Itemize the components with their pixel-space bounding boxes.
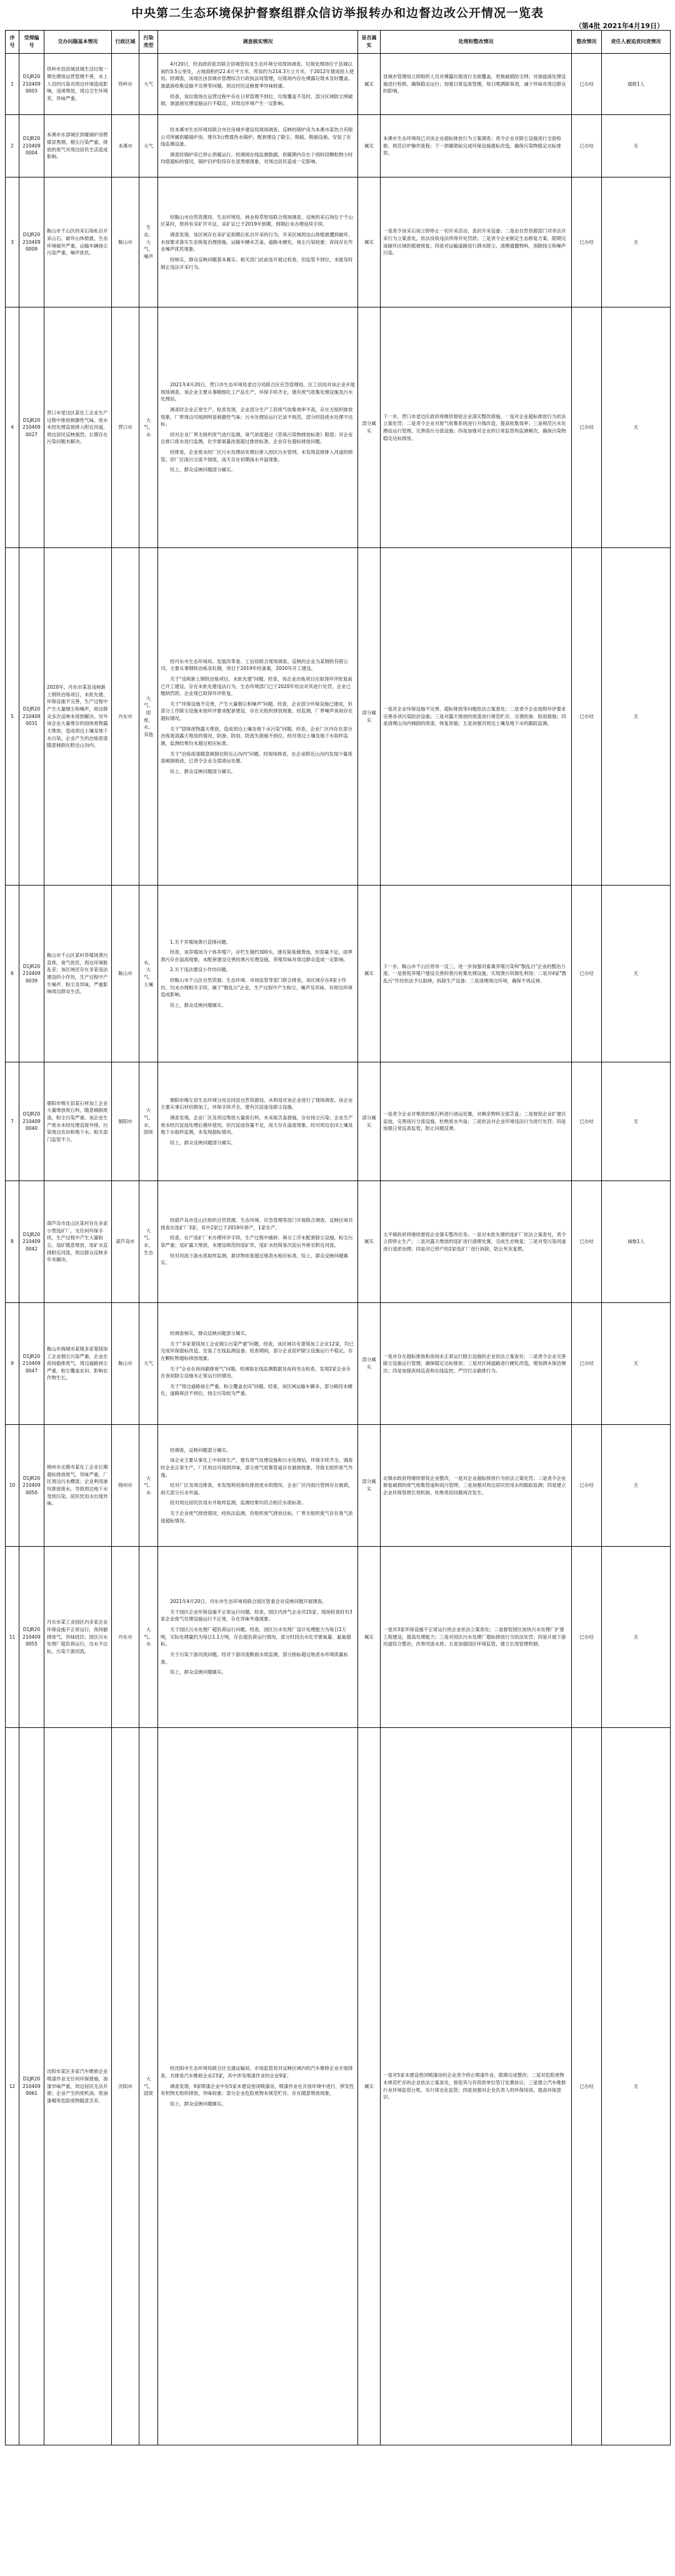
finding-paragraph: 经核实，群众反映问题基本属实。相关部门此前虽开展过检查，但监管不到位，未能及时制止违法开采行为。 xyxy=(161,256,353,270)
table-body xyxy=(6,54,671,2445)
cell-area: 营口市 xyxy=(112,307,139,548)
cell-finding xyxy=(158,115,358,177)
finding-paragraph: 经沈阳市生态环境局联合区交通运输局、市场监管局对反映区域内的汽车维修企业开展排查，共排查汽车维修企业23家，其中涉及喷漆作业的企业9家。 xyxy=(161,2065,353,2079)
finding-paragraph: 关于园区企业环保设施不正常运行问题。经查，园区内涉气企业共15家，现场检查时有3家企业废气处理设施运行不正常，存在异味外逸现象。 xyxy=(161,1609,352,1622)
cell-status: 已办结 xyxy=(572,1181,602,1303)
finding-paragraph: 综上，群众反映问题属实。 xyxy=(170,1002,226,1008)
cell-status: 已办结 xyxy=(572,1062,602,1181)
cell-type: 大气、水 xyxy=(139,1547,158,1728)
cell-truth: 部分属实 xyxy=(358,1425,381,1547)
finding-paragraph: 综上，群众反映问题属实。 xyxy=(170,2100,226,2107)
table-row xyxy=(6,1303,671,1425)
table-row xyxy=(6,177,671,307)
finding-paragraph: 2021年4月20日，营口市生态环境局老边分局联合区应急管理局、区工信局对该企业开展现场调查。该企业主要从事精细化工产品生产，环保手续齐全，建有废气收集处理设施及污水处理站。 xyxy=(161,382,355,402)
cell-id: D1JR202104090004 xyxy=(19,115,44,177)
header-type: 污染类型 xyxy=(139,31,158,54)
finding-paragraph: 经查，该养殖场为个体养殖户，存栏生猪约300头，建有简易储粪池，但容量不足，雨季粪污存在溢流现象，未配套建设完善的粪污处理设施，养殖异味对周边群众造成一定影响。 xyxy=(161,949,352,962)
cell-account: 无 xyxy=(602,1547,671,1728)
cell-issue: 朝阳市喀左县某石材加工企业大量堆放废石料，随意倾倒废渣，粉尘污染严重。该企业生产废水未经处理直接外排，污染周边农田和地下水。相关部门监管不力。 xyxy=(44,1062,112,1181)
table-row xyxy=(6,1181,671,1303)
cell-truth: 属实 xyxy=(358,115,381,177)
cell-account: 无 xyxy=(602,1062,671,1181)
cell-id: D1JR202104090040 xyxy=(19,1062,44,1181)
finding-paragraph: 2.关于违法建设小作坊问题。 xyxy=(170,967,231,973)
cell-handling: 一是对企业环保设施不完善、超标排放等问题依法立案查处；二是责令企业按照环评要求完善各项污染防治设施；三是对露天堆放的废渣进行规范贮存，完善防渗、防雨措施；四是清理山沟内倾倒的废渣，恢复原貌；五是加强对周边土壤及地下水的跟踪监测。 xyxy=(381,548,572,886)
cell-account: 无 xyxy=(602,1303,671,1425)
cell-truth: 部分属实 xyxy=(358,548,381,886)
finding-paragraph: 经鞍山市千山区自然资源、生态环境、市场监管等部门联合排查，该区域存在4家小作坊，均未办理相关手续，属于"散乱污"企业，生产过程中产生粉尘、噪声及异味，对周边环境造成影响。 xyxy=(161,977,352,998)
cell-truth: 属实 xyxy=(358,177,381,307)
cell-seq: 12 xyxy=(6,1728,19,2445)
finding-paragraph: 该企业主要从事化工中间体生产，建有废气处理设施和污水处理站，环保手续齐全。调查时企业正常生产，厂区周边可闻到异味，部分废气收集管道存在破损现象，导致无组织废气外逸。 xyxy=(161,1457,353,1478)
cell-issue: 鞍山市千山区的采石场私自开采山石，破坏山体植被，生态环境破坏严重，运输车辆扬尘污染严重，噪声扰民。 xyxy=(44,177,112,307)
cell-finding xyxy=(158,1425,358,1547)
cell-account: 无 xyxy=(602,1425,671,1547)
finding-paragraph: 经查，该垃圾场在运营过程中存在日常管理不到位，垃圾覆盖不及时，部分区域防尘网破损，渗滤液处理设施运行不稳定，对周边环境产生一定影响。 xyxy=(161,93,353,107)
cell-truth: 属实 xyxy=(358,1547,381,1728)
cell-handling: 一是对存在超标排放和夜间未正常运行除尘设施的企业依法立案查处；二是责令企业完善除尘设施运行管理，确保稳定达标排放；三是对区域道路进行硬化改造，增加洒水保洁频次；四是加强夜间巡查和在线监控，严厉打击偷排行为。 xyxy=(381,1303,572,1425)
cell-seq: 11 xyxy=(6,1547,19,1728)
finding-paragraph: 经鞍山市自然资源局、生态环境局、林业和草原局联合现场调查。反映的采石场位于千山区某村，原持有采矿许可证，采矿证已于2019年到期，到期后未办理延续手续。 xyxy=(161,214,353,227)
finding-paragraph: 综上，群众反映问题部分属实。 xyxy=(170,768,236,774)
finding-paragraph: 关于"违规新上钢铁冶炼项目，未批先建"问题。经查，该企业冶炼项目在取得环评批复前已开工建设，存在未批先建违法行为，生态环境部门已于2020年依法对其进行处罚，企业已缴纳罚款。企业现已取得环评批复。 xyxy=(161,676,352,697)
cell-issue: 铁岭市县县城县城生活垃圾一期处理场运营管理不善，未上人员的污染对周边环境造成影响，违规堆放，周边卫生环境差，异味严重。 xyxy=(44,54,112,115)
cell-status: 已办结 xyxy=(572,548,602,886)
cell-truth: 部分属实 xyxy=(358,1062,381,1181)
finding-paragraph: 综上，群众反映问题部分属实。 xyxy=(170,1139,236,1146)
cell-type: 生态、大气、噪声 xyxy=(139,177,158,307)
cell-account: 诫勉1人 xyxy=(602,1181,671,1303)
finding-paragraph: 关于"固体废物露天堆放，造成周边土壤及地下水污染"问题。经查，企业厂区内存在部分冶炼废渣露天堆放的情况，防渗、防雨、防流失措施不到位。经对周边土壤及地下水取样监测，监测结果均未超过相应标准。 xyxy=(161,726,352,746)
cell-id: D1JR202104090055 xyxy=(19,1547,44,1728)
finding-paragraph: 经对河流下游水质取样监测，悬浮物浓度超过地表水相应标准。综上，群众反映问题属实。 xyxy=(161,1252,348,1266)
cell-issue: 葫芦岛市连山区某村存在多家小型选矿厂，无任何环保手续，生产过程中产生大量粉尘，尾矿随意堆放，尾矿水直排附近河流，周边群众反映多年未解决。 xyxy=(44,1181,112,1303)
cell-handling: 太平镇政府将继续督促企业落实整改任务。一是对未批先建的选矿厂依法立案查处，责令立即停止生产；二是对露天堆放的尾矿进行清理处置，完成生态恢复；三是对受污染河道进行清淤治理；四是对已停产的2家选矿厂进行拆除，防止死灰复燃。 xyxy=(381,1181,572,1303)
finding-paragraph: 1.关于养殖场粪污直排问题。 xyxy=(170,939,231,945)
cell-finding xyxy=(158,1303,358,1425)
finding-paragraph: 调查发现，企业厂区及周边堆放大量废石料，未采取苫盖措施，存在扬尘污染；企业生产废水经沉淀池处理后循环使用，但沉淀池容量不足，雨天存在溢流现象。经对周边农田土壤及地下水取样监测，未发现超标情况。 xyxy=(161,1114,353,1136)
cell-finding xyxy=(158,54,358,115)
cell-handling: 本溪市生态环境局已对该企业超标排放行为立案调查；责令企业对除尘设施进行全面检修，规范启炉操作流程；下一供暖期前完成环保设施提标改造，确保污染物稳定达标排放。 xyxy=(381,115,572,177)
finding-paragraph: 调查发现，9家喷漆企业中有5家未建设密闭喷漆房，喷漆作业在开放环境中进行，挥发性有机物无组织排放，异味较重；部分企业危险废物未规范贮存，存在随意堆放现象。 xyxy=(161,2083,354,2097)
cell-finding xyxy=(158,1728,358,2445)
table-row xyxy=(6,1062,671,1181)
cell-account: 无 xyxy=(602,886,671,1062)
finding-paragraph: 调查发现，该区域存在采矿证到期后私自开采的行为，开采区域周边山体植被遭到破坏，未按要求落实生态恢复治理措施。运输车辆未苫盖，道路未硬化，扬尘污染较重；夜间存在作业噪声扰民现象。 xyxy=(161,232,353,252)
finding-paragraph: 关于企业废气排放情况，经执法监测，有组织废气排放达标，厂界无组织废气存在臭气浓度超标情况。 xyxy=(161,1510,353,1524)
finding-paragraph: 调查时企业正常生产。检查发现，企业部分生产工段废气收集效率不高，存在无组织排放现象，厂界周边可闻到明显刺激性气味；污水处理站运行记录不规范，部分时段废水处理不达标。 xyxy=(161,406,353,427)
cell-status: 已办结 xyxy=(572,307,602,548)
cell-account: 无 xyxy=(602,307,671,548)
cell-type: 大气 xyxy=(139,115,158,177)
cell-account: 无 xyxy=(602,548,671,886)
cell-id: D1JR202104090027 xyxy=(19,307,44,548)
cell-type: 大气、水 xyxy=(139,307,158,548)
cell-type: 大气、水 xyxy=(139,1425,158,1547)
cell-finding xyxy=(158,177,358,307)
cell-seq: 4 xyxy=(6,307,19,548)
cell-finding xyxy=(158,307,358,548)
cell-type: 大气 xyxy=(139,54,158,115)
cell-account: 无 xyxy=(602,115,671,177)
cell-issue: 沈阳市某区多家汽车维修企业喷漆作业无任何环保措施，油漆异味严重，周边居民无法开窗；企业产生的废机油、废油漆桶等危险废物随意丢弃。 xyxy=(44,1728,112,2445)
cell-issue: 锦州市北镇市某化工企业长期超标排放废气，异味严重，厂区周边污水横流；企业利用渗坑排放废水，导致周边地下水受到污染，居民饮用水出现异味。 xyxy=(44,1425,112,1547)
table-row xyxy=(6,886,671,1062)
cell-area: 铁岭市 xyxy=(112,54,139,115)
cell-type: 大气 xyxy=(139,1303,158,1425)
header-area: 行政区域 xyxy=(112,31,139,54)
finding-paragraph: 经查，在产选矿厂未办理环评手续，生产过程中破碎、筛分工序未配套除尘设施，粉尘污染严重；尾矿露天堆放，未建设规范的尾矿库，尾矿水经简易沉淀后外排至附近河流。 xyxy=(161,1235,353,1248)
cell-handling: 一是对5家未建设密闭喷漆房的企业责令停止喷漆作业，限期完成整改；二是对危险废物未规范贮存的企业依法立案查处，督促其与有资质单位签订处置协议；三是建立汽车维修行业环境监管台账，实行常态化监管；四是加强对企业负责人的环保培训，提高环保意识。 xyxy=(381,1728,572,2445)
cell-status: 已办结 xyxy=(572,1728,602,2445)
finding-paragraph: 经调查，反映问题部分属实。 xyxy=(170,1447,231,1453)
cell-area: 丹东市 xyxy=(112,548,139,886)
cell-account: 无 xyxy=(602,1728,671,2445)
header-seq: 序号 xyxy=(6,31,19,54)
complaints-table xyxy=(5,30,671,2445)
cell-status: 已办结 xyxy=(572,1303,602,1425)
cell-issue: 本溪市东部城区供暖锅炉房燃煤冒黑烟，烟尘污染严重，排放的废气对周边居民生活造成影响。 xyxy=(44,115,112,177)
cell-finding xyxy=(158,886,358,1062)
cell-area: 鞍山市 xyxy=(112,1303,139,1425)
finding-paragraph: 经对厂区及周边排查，未发现利用渗坑排放废水的情况。企业厂区内雨污管网存在破损，雨天部分污水外溢。 xyxy=(161,1482,353,1495)
finding-paragraph: 2021年4月20日，丹东市生态环境局联合园区管委会对反映问题开展调查。 xyxy=(170,1599,327,1605)
cell-handling: 县城市管理局立即组织人员对裸露垃圾进行全面覆盖，更换破损防尘网；对渗滤液处理设施进行检修，确保稳定运行；加强日常巡查管理，每日喷洒除臭剂，减少异味对周边群众的影响。 xyxy=(381,54,572,115)
cell-seq: 3 xyxy=(6,177,19,307)
finding-paragraph: 经调查核实，群众反映问题部分属实。 xyxy=(170,1330,250,1336)
cell-status: 已办结 xyxy=(572,177,602,307)
cell-issue: 丹东市某工业园区内多家企业环保设施不正常运行，夜间偷排废气，异味扰民；园区污水处理厂超负荷运行，出水不达标，污染下游河流。 xyxy=(44,1547,112,1728)
finding-paragraph: 关于"冶炼废渣随意倾倒在附近山沟内"问题。经现场排查，在企业附近山沟内发现少量废渣倾倒痕迹，已责令企业全部清运处置。 xyxy=(161,751,352,764)
cell-finding xyxy=(158,1181,358,1303)
cell-handling: 一是责令该采石场立即停止一切开采活动，查封开采设备；二是由自然资源部门对非法开采行为立案查处，依法没收违法所得并处罚款；三是责令企业制定生态修复方案，限期完成破坏区域的植被恢复；四是对运输道路进行洒水降尘，清理遗撒物料，消除扬尘和噪声污染。 xyxy=(381,177,572,307)
cell-id: D1JR202104090039 xyxy=(19,886,44,1062)
cell-status: 已办结 xyxy=(572,1425,602,1547)
header-truth: 是否属实 xyxy=(358,31,381,54)
cell-issue: 鞍山市海城市某镇多家菱镁加工企业烟尘污染严重，企业在夜间偷排废气，周边道路扬尘严重，粉尘覆盖农田，影响农作物生长。 xyxy=(44,1303,112,1425)
cell-seq: 1 xyxy=(6,54,19,115)
header-issue: 交办问题基本情况 xyxy=(44,31,112,54)
table-row xyxy=(6,548,671,886)
cell-issue: 鞍山市千山区某村养殖场粪污直排，臭气扰民，周边环境脏乱差；该区域还存在多家违法建设的小作坊，生产过程中产生噪声、粉尘及异味，严重影响周边群众生活。 xyxy=(44,886,112,1062)
table-row xyxy=(6,1547,671,1728)
cell-seq: 8 xyxy=(6,1181,19,1303)
cell-id: D1JR202104090031 xyxy=(19,548,44,886)
cell-status: 已办结 xyxy=(572,886,602,1062)
cell-finding xyxy=(158,1062,358,1181)
cell-truth: 属实 xyxy=(358,1181,381,1303)
finding-paragraph: 经排查，企业废水经厂区污水处理站处理后排入园区污水管网，未发现直接排入河道的暗管。但厂区雨污分流不彻底，雨天存在初期雨水外溢现象。 xyxy=(161,449,353,462)
cell-status: 已办结 xyxy=(572,54,602,115)
cell-truth: 部分属实 xyxy=(358,307,381,548)
cell-area: 鞍山市 xyxy=(112,177,139,307)
finding-paragraph: 经本溪市生态环境局联合市住房城乡建设局现场调查。反映的锅炉房为本溪市某热力有限公司所属供暖锅炉房，建有3台燃煤热水锅炉，配套建设了除尘、脱硫、脱硝设施，安装了在线监测设备。 xyxy=(161,126,353,147)
finding-paragraph: 关于污染下游河流问题。经对下游河流断面水质监测，部分指标超过地表水环境质量标准。 xyxy=(161,1651,348,1665)
cell-area: 鞍山市 xyxy=(112,886,139,1062)
cell-truth: 属实 xyxy=(358,1728,381,2445)
cell-id: D1JR202104090061 xyxy=(19,1728,44,2445)
cell-id: D1JR202104090003 xyxy=(19,54,44,115)
finding-paragraph: 经对周边居民饮用水井取样监测，监测结果均符合相应水质标准。 xyxy=(170,1500,306,1506)
finding-paragraph: 关于"周边道路扬尘严重，粉尘覆盖农田"问题。经查，该区域运输车辆多，部分路段未硬化，道路保洁不到位，扬尘污染较为严重。 xyxy=(161,1383,352,1397)
cell-type: 大气、水、生态 xyxy=(139,1181,158,1303)
finding-paragraph: 关于"企业在夜间偷排废气"问题。经调取在线监测数据及夜间突击检查，发现2家企业存在夜间除尘设施未正常运行的情况。 xyxy=(161,1365,351,1379)
header-account: 责任人被追责问责情况 xyxy=(602,31,671,54)
cell-handling: 北镇市政府将继续督促企业整改。一是对企业超标排放行为依法立案处罚；二是责令企业修复破损的废气收集管道和雨污管网；三是加强对周边居民饮用水的跟踪监测；四是建立企业环保管理长效机制，杜绝类似问题再次发生。 xyxy=(381,1425,572,1547)
page-title: 中央第二生态环境保护督察组群众信访举报转办和边督边改公开情况一览表 xyxy=(131,6,544,20)
table-row xyxy=(6,54,671,115)
cell-type: 水、大气、土壤 xyxy=(139,886,158,1062)
cell-finding xyxy=(158,1547,358,1728)
header-status: 整改情况 xyxy=(572,31,602,54)
cell-seq: 9 xyxy=(6,1303,19,1425)
table-row xyxy=(6,307,671,548)
cell-handling: 一是责令企业对堆放的废石料进行清运处置，对剩余物料全部苫盖；二是督促企业扩建沉淀池，完善雨污分流设施，杜绝废水外溢；三是依法对企业环境违法行为进行处罚；四是加强日常巡查监管，防止问题反弹。 xyxy=(381,1062,572,1181)
cell-area: 本溪市 xyxy=(112,115,139,177)
cell-area: 朝阳市 xyxy=(112,1062,139,1181)
finding-paragraph: 朝阳市喀左县生态环境分局会同县自然资源局、水利局对该企业进行了现场调查。该企业主要从事石材切割加工，环保手续齐全，建有沉淀池及除尘设施。 xyxy=(161,1097,353,1111)
table-header-row xyxy=(6,31,671,54)
cell-handling: 一是对3家环保设施不正常运行的企业依法立案查处；二是督促园区加快污水处理厂扩建工程建设，提高处理能力；三是对园区污水处理厂超标排放行为依法处罚；四是开展下游河道综合整治，改善河流水质；五是加强园区环境监管，建立长效管理机制。 xyxy=(381,1547,572,1728)
cell-seq: 6 xyxy=(6,886,19,1062)
cell-truth: 属实 xyxy=(358,54,381,115)
header-id: 受理编号 xyxy=(19,31,44,54)
finding-paragraph: 关于"多家菱镁加工企业烟尘污染严重"问题。经查，该区域共有菱镁加工企业12家，均已完成环保提标改造，安装了在线监测设备。检查期间，部分企业窑炉除尘设施运行不稳定，存在颗粒物超标排放现象。 xyxy=(161,1340,354,1361)
cell-area: 沈阳市 xyxy=(112,1728,139,2445)
finding-paragraph: 经葫芦岛市连山区组织自然资源、生态环境、应急管理等部门开展联合调查。反映区域共排查出选矿厂3家，其中2家已于2019年停产，1家在产。 xyxy=(161,1217,353,1231)
cell-truth: 部分属实 xyxy=(358,1303,381,1425)
cell-handling: 下一步，鞍山市千山区将举一反三，进一步加强对畜禽养殖污染和"散乱污"企业的整治力度。一是督促养殖户建设完善的粪污收集处理设施，实现粪污资源化利用；二是对4家"散乱污"作坊依法予以取缔，拆除生产设备；三是清理周边环境，确保不再反弹。 xyxy=(381,886,572,1062)
cell-seq: 2 xyxy=(6,115,19,177)
finding-paragraph: 关于"环保设施不完善，产生大量烟尘和噪声"问题。经查，企业部分环保设施已建成，但部分工序除尘设施未按环评要求配套建设，存在无组织排放现象。经监测，厂界噪声夜间存在超标情况。 xyxy=(161,701,353,721)
finding-paragraph: 关于园区污水处理厂超负荷运行问题。经查，园区污水处理厂设计处理能力为每日1万吨，实际处理量约为每日1.1万吨，存在超负荷运行情况，部分时段出水化学需氧量、氨氮超标。 xyxy=(161,1627,351,1647)
cell-area: 葫芦岛市 xyxy=(112,1181,139,1303)
cell-finding xyxy=(158,548,358,886)
cell-type: 大气、固废、水、其他 xyxy=(139,548,158,886)
cell-id: D1JR202104090050 xyxy=(19,1425,44,1547)
finding-paragraph: 调查时锅炉房已停止供暖运行。经调阅在线监测数据，供暖期内存在个别时段颗粒物小时均值超标的情况，锅炉启炉阶段存在冒黑烟现象，对周边居民造成一定影响。 xyxy=(161,151,353,165)
cell-issue: 营口市老边区某化工企业生产过程中排放刺激性气味，废水未经处理直接排入附近河道，周边居民反映强烈，长期存在污染问题未解决。 xyxy=(44,307,112,548)
table-row xyxy=(6,1728,671,2445)
cell-area: 锦州市 xyxy=(112,1425,139,1547)
cell-id: D1JR202104090042 xyxy=(19,1181,44,1303)
batch-label: （第4批 2021年4月19日） xyxy=(574,22,664,30)
cell-area: 丹东市 xyxy=(112,1547,139,1728)
cell-status: 已办结 xyxy=(572,1547,602,1728)
cell-account: 无 xyxy=(602,177,671,307)
cell-type: 大气、水、固废 xyxy=(139,1062,158,1181)
cell-truth: 属实 xyxy=(358,886,381,1062)
finding-paragraph: 综上，群众反映问题部分属实。 xyxy=(170,467,236,473)
cell-issue: 2020年，丹东市某县违规新上钢铁冶炼项目，未批先建，环保设施不完善，生产过程中产生大量烟尘和噪声，周边群众多次反映未得到解决。另外该企业大量堆存的固体废物露天堆放，造成周边土壤及地下水污染。企业产生的冶炼废渣随意倾倒在附近山沟内。 xyxy=(44,548,112,886)
header-finding: 调查核实情况 xyxy=(158,31,358,54)
cell-id: D1JR202104090047 xyxy=(19,1303,44,1425)
cell-type: 大气、固废 xyxy=(139,1728,158,2445)
table-row xyxy=(6,115,671,177)
finding-paragraph: 综上，群众反映问题属实。 xyxy=(170,1669,226,1675)
header-handling: 处理和整改情况 xyxy=(381,31,572,54)
cell-seq: 7 xyxy=(6,1062,19,1181)
cell-handling: 下一步，营口市老边区政府将继续督促企业落实整改措施，一是对企业超标排放行为依法立案处罚；二是责令企业对废气收集系统进行升级改造，提高收集效率；三是规范污水处理站运行管理，完善雨污分流设施；四是加强对企业的日常监管和监测频次，确保污染物稳定达标排放。 xyxy=(381,307,572,548)
finding-paragraph: 经丹东市生态环境局、发展改革委、工信局联合现场调查。反映的企业为某钢铁有限公司，主要从事钢铁冶炼及轧钢，项目于2019年经备案，2020年开工建设。 xyxy=(161,658,348,672)
cell-seq: 5 xyxy=(6,548,19,886)
cell-id: D1JR202104090009 xyxy=(19,177,44,307)
cell-seq: 10 xyxy=(6,1425,19,1547)
cell-status: 已办结 xyxy=(572,115,602,177)
finding-paragraph: 4月20日，经县政府派员联合县城管局及生态环境分局现场调查。垃圾处理场位于县城以南约3.5公里处，占地面积约22.4万平方米，库容约为214.3万立方米，于2012年建成投入使用。经调查，该场区由县城市管理综合行政执法局管理，垃圾场内存在裸露垃圾未及时覆盖、渗滤液收集设施不完善等问题。周边村民反映夏季异味较重。 xyxy=(161,61,354,89)
cell-account: 通报1人 xyxy=(602,54,671,115)
finding-paragraph: 经对企业厂界无组织废气进行监测，臭气浓度超过《恶臭污染物排放标准》限值；对企业总排口废水进行监测，化学需氧量浓度超过排放标准。企业存在超标排放问题。 xyxy=(161,431,353,445)
table-row xyxy=(6,1425,671,1547)
